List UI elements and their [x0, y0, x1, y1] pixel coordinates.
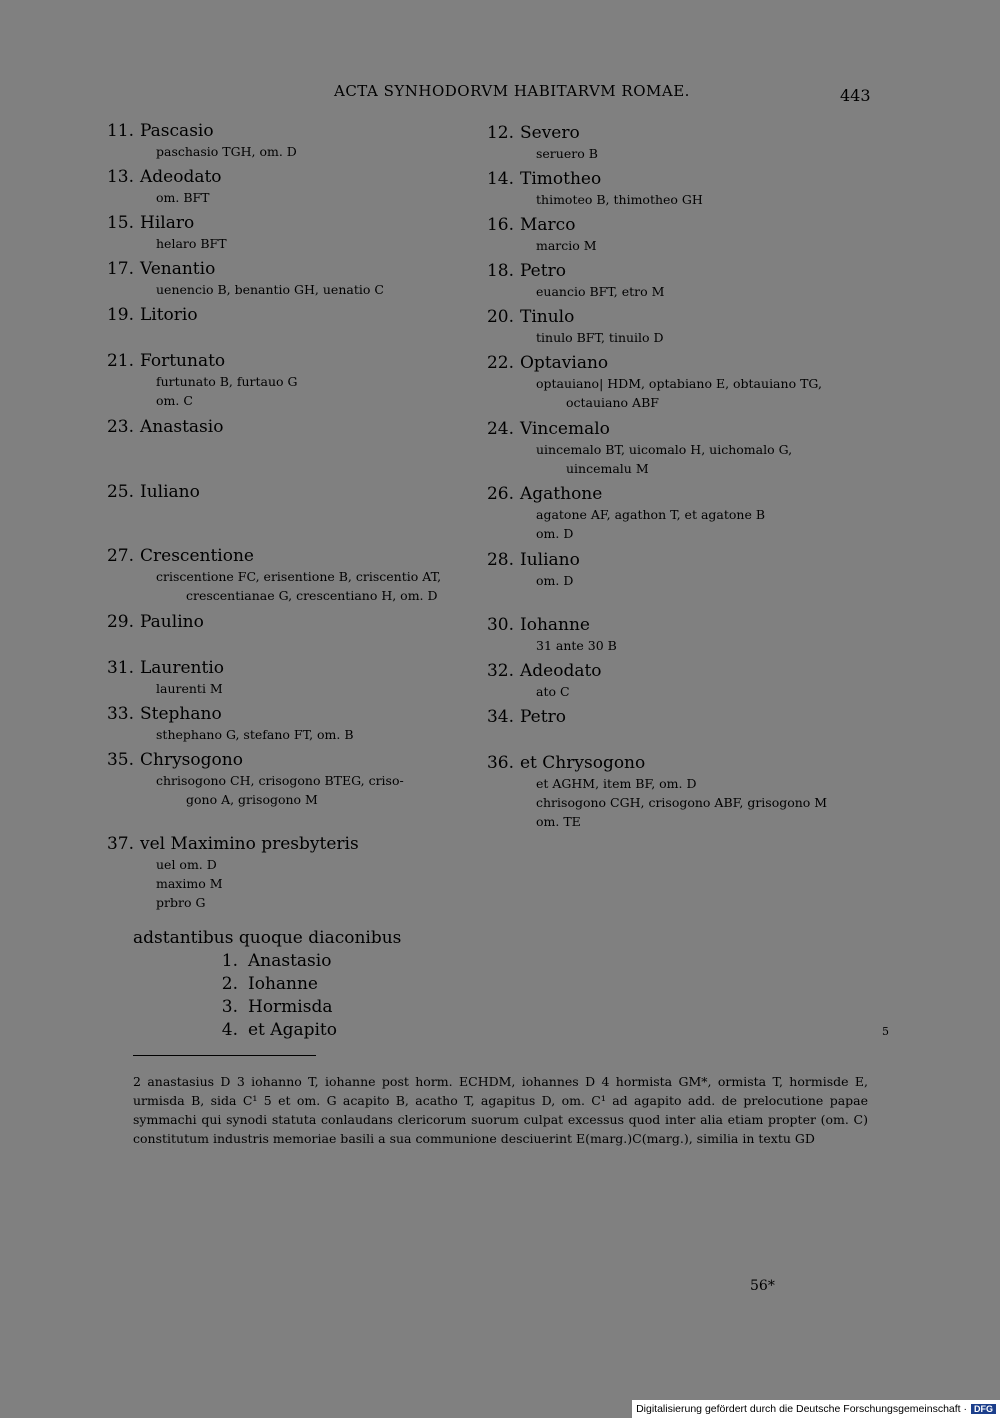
entry-heading	[96, 350, 456, 372]
entry-heading	[476, 483, 836, 505]
entry-number: 16.	[486, 215, 514, 235]
entry-heading	[96, 545, 456, 567]
entry-number: 34.	[486, 707, 514, 727]
running-header: ACTA SYNHODORVM HABITARVM ROMAE.	[334, 82, 690, 100]
entry-name: Hilaro	[140, 213, 195, 233]
entry-variant: om. BFT	[156, 190, 210, 205]
dfg-credit-banner	[632, 1400, 1000, 1418]
entry-variant: om. C	[156, 393, 193, 408]
entry-number: 24.	[486, 419, 514, 439]
entry-name: Iuliano	[140, 482, 200, 502]
entry-name: Paulino	[140, 612, 204, 632]
deacon-name: Iohanne	[248, 974, 318, 994]
adstantibus-heading: adstantibus quoque diaconibus	[133, 928, 402, 948]
entry-number: 25.	[106, 482, 134, 502]
entry-35	[96, 749, 456, 809]
entry-number: 17.	[106, 259, 134, 279]
deacon-number: 2.	[221, 974, 238, 994]
entry-number: 28.	[486, 550, 514, 570]
entry-heading	[96, 703, 456, 725]
entry-number: 29.	[106, 612, 134, 632]
entry-heading	[96, 120, 456, 142]
deacon-name: et Agapito	[248, 1020, 337, 1040]
entry-16	[476, 214, 836, 255]
dfg-logo: DFG	[971, 1404, 996, 1414]
entry-27	[96, 545, 456, 605]
entry-name: Adeodato	[140, 167, 222, 187]
entry-name: Petro	[520, 261, 566, 281]
entry-name: Tinulo	[520, 307, 575, 327]
entry-heading	[476, 418, 836, 440]
deacon-number: 1.	[221, 951, 238, 971]
entry-variant: criscentione FC, erisentione B, criscentio AT,	[156, 569, 442, 584]
entry-variant: chrisogono CGH, crisogono ABF, grisogono M	[536, 795, 828, 810]
entry-name: Iuliano	[520, 550, 580, 570]
entry-name: vel Maximino presbyteris	[140, 834, 359, 854]
entry-name: et Chrysogono	[520, 753, 646, 773]
entry-variant: om. D	[536, 573, 574, 588]
entry-variant: seruero B	[536, 146, 598, 161]
entry-name: Venantio	[140, 259, 216, 279]
entry-variant: uel om. D	[156, 857, 217, 872]
entry-number: 32.	[486, 661, 514, 681]
entry-name: Petro	[520, 707, 566, 727]
entry-variant: optauiano| HDM, optabiano E, obtauiano TG,	[536, 376, 822, 391]
entry-name: Optaviano	[520, 353, 609, 373]
entry-name: Marco	[520, 215, 576, 235]
entry-14	[476, 168, 836, 209]
entry-name: Litorio	[140, 305, 198, 325]
entry-26	[476, 483, 836, 543]
entry-name: Iohanne	[520, 615, 590, 635]
entry-variant: sthephano G, stefano FT, om. B	[156, 727, 354, 742]
entry-20	[476, 306, 836, 347]
entry-heading	[96, 833, 456, 855]
entry-name: Chrysogono	[140, 750, 243, 770]
margin-line-number: 5	[882, 1025, 889, 1038]
entry-34	[476, 706, 836, 728]
entry-heading	[96, 657, 456, 679]
entry-variant: octauiano ABF	[566, 395, 659, 410]
entry-29	[96, 611, 456, 633]
entry-number: 26.	[486, 484, 514, 504]
entry-variant: helaro BFT	[156, 236, 227, 251]
entry-number: 19.	[106, 305, 134, 325]
entry-name: Adeodato	[520, 661, 602, 681]
entry-heading	[96, 749, 456, 771]
entry-variant: agatone AF, agathon T, et agatone B	[536, 507, 766, 522]
entry-number: 14.	[486, 169, 514, 189]
entry-number: 22.	[486, 353, 514, 373]
entry-28	[476, 549, 836, 590]
entry-heading	[476, 306, 836, 328]
entry-variant: laurenti M	[156, 681, 223, 696]
footnote-rule	[133, 1055, 316, 1056]
entry-name: Fortunato	[140, 351, 226, 371]
entry-name: Timotheo	[520, 169, 602, 189]
entry-number: 33.	[106, 704, 134, 724]
entry-variant: furtunato B, furtauo G	[156, 374, 298, 389]
entry-22	[476, 352, 836, 412]
entry-number: 18.	[486, 261, 514, 281]
entry-heading	[476, 614, 836, 636]
entry-24	[476, 418, 836, 478]
entry-23	[96, 416, 456, 438]
deacon-item	[200, 951, 331, 971]
deacon-item	[200, 1020, 337, 1040]
entry-number: 30.	[486, 615, 514, 635]
entry-13	[96, 166, 456, 207]
page-number: 443	[840, 86, 871, 105]
footnote-apparatus: 2 anastasius D 3 iohanno T, iohanne post horm. ECHDM, iohannes D 4 hormista GM*, ormista T, hormisde E, urmisda B, sida C¹ 5 et om. G acapito B, acatho T, agapitus D, om. C¹ ad agapito add. de prelocutione papae symmachi qui synodi statuta conlaudans clericorum suorum culpat excessus quod inter alia etiam propter (om. C) constitutum industris memoriae basili a sua communione desciuerint E(marg.)C(marg.), similia in textu GD	[133, 1074, 868, 1146]
entry-21	[96, 350, 456, 410]
folio-signature: 56*	[750, 1278, 775, 1294]
dfg-credit-text: Digitalisierung gefördert durch die Deutsche Forschungsgemeinschaft ·	[636, 1403, 967, 1415]
entry-25	[96, 481, 456, 503]
entry-15	[96, 212, 456, 253]
entry-heading	[476, 549, 836, 571]
entry-17	[96, 258, 456, 299]
entry-heading	[476, 660, 836, 682]
entry-heading	[96, 611, 456, 633]
entry-32	[476, 660, 836, 701]
entry-variant: maximo M	[156, 876, 223, 891]
entry-name: Laurentio	[140, 658, 225, 678]
entry-heading	[476, 260, 836, 282]
entry-number: 31.	[106, 658, 134, 678]
entry-variant: thimoteo B, thimotheo GH	[536, 192, 703, 207]
entry-30	[476, 614, 836, 655]
deacon-name: Hormisda	[248, 997, 333, 1017]
entry-variant: gono A, grisogono M	[186, 792, 318, 807]
entry-heading	[96, 304, 456, 326]
entry-heading	[96, 481, 456, 503]
deacon-name: Anastasio	[248, 951, 332, 971]
entry-heading	[476, 168, 836, 190]
entry-heading	[96, 166, 456, 188]
entry-name: Pascasio	[140, 121, 214, 141]
entry-variant: uenencio B, benantio GH, uenatio C	[156, 282, 384, 297]
entry-number: 20.	[486, 307, 514, 327]
entry-variant: crescentianae G, crescentiano H, om. D	[186, 588, 438, 603]
entry-number: 23.	[106, 417, 134, 437]
entry-heading	[476, 752, 836, 774]
entry-heading	[476, 214, 836, 236]
deacon-number: 4.	[221, 1020, 238, 1040]
entry-name: Anastasio	[140, 417, 224, 437]
entry-31	[96, 657, 456, 698]
entry-variant: ato C	[536, 684, 570, 699]
entry-heading	[96, 212, 456, 234]
entry-variant: chrisogono CH, crisogono BTEG, criso-	[156, 773, 404, 788]
entry-name: Stephano	[140, 704, 222, 724]
entry-number: 11.	[106, 121, 134, 141]
entry-heading	[96, 416, 456, 438]
entry-19	[96, 304, 456, 326]
entry-heading	[96, 258, 456, 280]
entry-number: 21.	[106, 351, 134, 371]
entry-37	[96, 833, 456, 912]
entry-12	[476, 122, 836, 163]
entry-heading	[476, 352, 836, 374]
entry-number: 36.	[486, 753, 514, 773]
entry-variant: euancio BFT, etro M	[536, 284, 665, 299]
entry-number: 13.	[106, 167, 134, 187]
entry-variant: 31 ante 30 B	[536, 638, 617, 653]
entry-variant: marcio M	[536, 238, 597, 253]
entry-variant: paschasio TGH, om. D	[156, 144, 297, 159]
entry-number: 15.	[106, 213, 134, 233]
entry-number: 27.	[106, 546, 134, 566]
entry-33	[96, 703, 456, 744]
entry-11	[96, 120, 456, 161]
deacon-item	[200, 974, 318, 994]
entry-name: Vincemalo	[520, 419, 610, 439]
entry-18	[476, 260, 836, 301]
entry-variant: prbro G	[156, 895, 206, 910]
entry-variant: om. D	[536, 526, 574, 541]
entry-variant: et AGHM, item BF, om. D	[536, 776, 697, 791]
entry-number: 12.	[486, 123, 514, 143]
deacon-item	[200, 997, 333, 1017]
entry-number: 37.	[106, 834, 134, 854]
entry-name: Crescentione	[140, 546, 254, 566]
entry-name: Agathone	[520, 484, 603, 504]
entry-variant: uincemalo BT, uicomalo H, uichomalo G,	[536, 442, 793, 457]
entry-variant: om. TE	[536, 814, 581, 829]
deacon-number: 3.	[221, 997, 238, 1017]
entry-heading	[476, 122, 836, 144]
entry-variant: tinulo BFT, tinuilo D	[536, 330, 664, 345]
entry-variant: uincemalu M	[566, 461, 649, 476]
entry-36	[476, 752, 836, 831]
entry-number: 35.	[106, 750, 134, 770]
entry-heading	[476, 706, 836, 728]
entry-name: Severo	[520, 123, 580, 143]
